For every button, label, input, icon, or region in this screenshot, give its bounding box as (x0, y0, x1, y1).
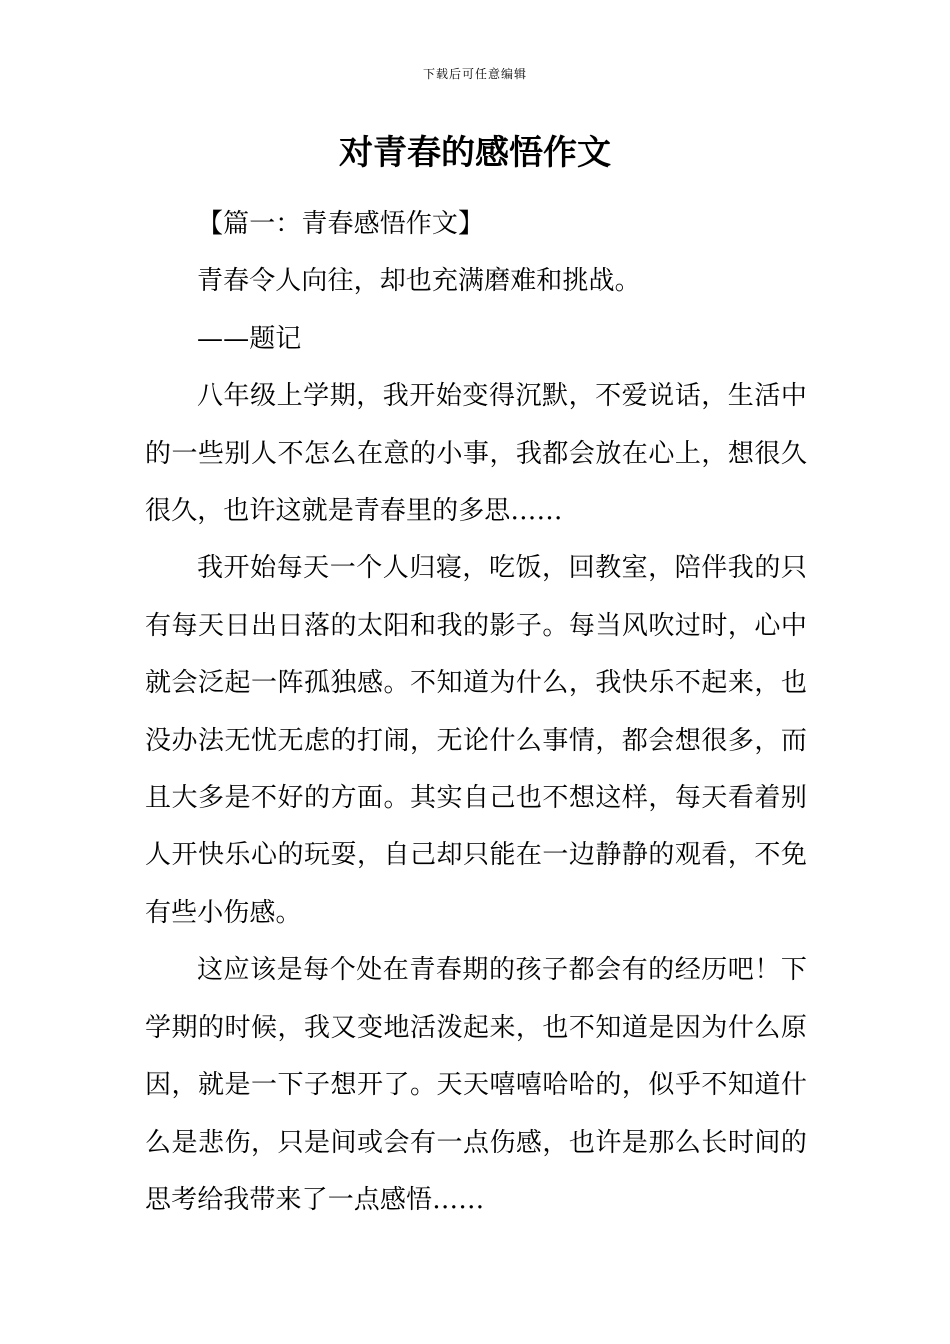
header-note: 下载后可任意编辑 (422, 67, 527, 81)
epigraph-attribution: ——题记 (197, 323, 302, 354)
epigraph-line: 青春令人向往，却也充满磨难和挑战。 (197, 266, 641, 297)
body-paragraph: 我开始每天一个人归寝，吃饭，回教室，陪伴我的只有每天日出日落的太阳和我的影子。每当风吹过时，心中就会泛起一阵孤独感。不知道为什么，我快乐不起来，也没办法无忧无虑的打闹，无论什么事情，都会想很多，而且大多是不好的方面。其实自己也不想这样，每天看着别人开快乐心的玩耍，自己却只能在一边静静的观看，不免有些小伤感。 (145, 553, 807, 928)
body-paragraph: 八年级上学期，我开始变得沉默，不爱说话，生活中的一些别人不怎么在意的小事，我都会放在心上，想很久很久，也许这就是青春里的多思…… (145, 381, 807, 527)
document-title: 对青春的感悟作文 (339, 133, 611, 173)
body-paragraph: 这应该是每个处在青春期的孩子都会有的经历吧！下学期的时候，我又变地活泼起来，也不知道是因为什么原因，就是一下子想开了。天天嘻嘻哈哈的，似乎不知道什么是悲伤，只是间或会有一点伤感，也许是那么长时间的思考给我带来了一点感悟…… (145, 955, 807, 1215)
document-body (145, 196, 807, 1229)
section-heading: 【篇一：青春感悟作文】 (197, 209, 485, 239)
